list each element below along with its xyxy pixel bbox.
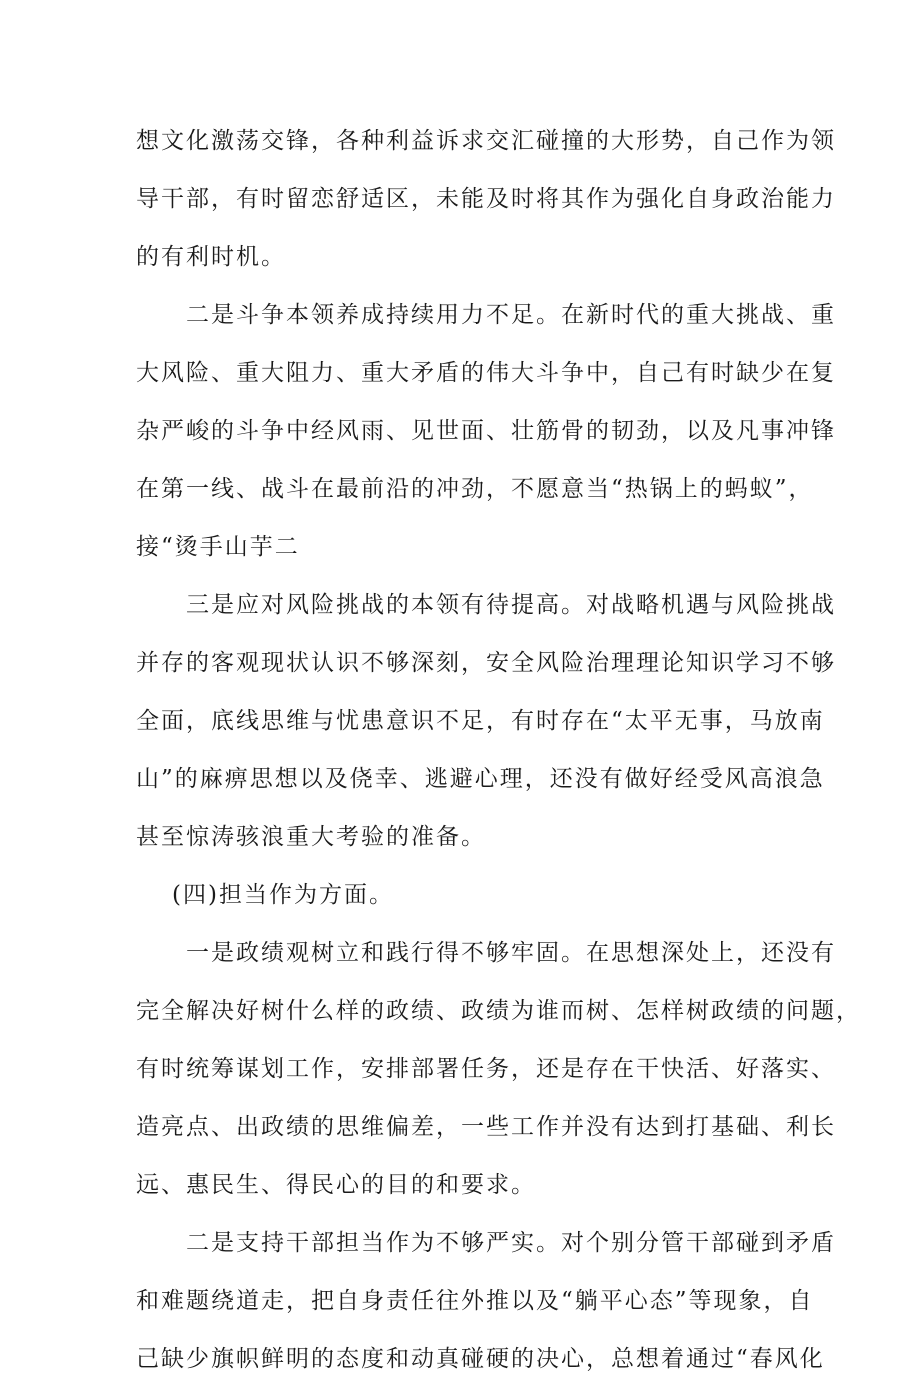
text-line: 和难题绕道走，把自身责任往外推以及“躺平心态”等现象，自 xyxy=(136,1288,814,1314)
paragraph-first-line: 一是政绩观树立和践行得不够牢固。在思想深处上，还没有 xyxy=(186,940,836,966)
section-heading: (四)担当作为方面。 xyxy=(172,882,394,908)
document-body xyxy=(136,112,861,1388)
text-line: 山”的麻痹思想以及侥幸、逃避心理，还没有做好经受风高浪急 xyxy=(136,766,825,792)
text-line: 接“烫手山芋二 xyxy=(136,534,300,560)
text-line: 完全解决好树什么样的政绩、政绩为谁而树、怎样树政绩的问题， xyxy=(136,998,861,1024)
text-line: 大风险、重大阻力、重大矛盾的伟大斗争中，自己有时缺少在复 xyxy=(136,360,836,386)
paragraph-first-line: 二是斗争本领养成持续用力不足。在新时代的重大挑战、重 xyxy=(186,302,836,328)
text-line: 全面，底线思维与忧患意识不足，有时存在“太平无事，马放南 xyxy=(136,708,825,734)
text-line: 并存的客观现状认识不够深刻，安全风险治理理论知识学习不够 xyxy=(136,650,836,676)
text-line: 有时统筹谋划工作，安排部署任务，还是存在干快活、好落实、 xyxy=(136,1056,836,1082)
paragraph-first-line: 三是应对风险挑战的本领有待提高。对战略机遇与风险挑战 xyxy=(186,592,836,618)
text-line: 己缺少旗帜鲜明的态度和动真碰硬的决心，总想着通过“春风化 xyxy=(136,1346,825,1372)
text-line: 在第一线、战斗在最前沿的冲劲，不愿意当“热锅上的蚂蚁”， xyxy=(136,476,814,502)
paragraph-first-line: 二是支持干部担当作为不够严实。对个别分管干部碰到矛盾 xyxy=(186,1230,836,1256)
text-line: 远、惠民生、得民心的目的和要求。 xyxy=(136,1172,536,1198)
text-line: 的有利时机。 xyxy=(136,244,286,270)
text-line: 想文化激荡交锋，各种利益诉求交汇碰撞的大形势，自己作为领 xyxy=(136,128,836,154)
text-line: 杂严峻的斗争中经风雨、见世面、壮筋骨的韧劲，以及凡事冲锋 xyxy=(136,418,836,444)
text-line: 甚至惊涛骇浪重大考验的准备。 xyxy=(136,824,486,850)
text-line: 导干部，有时留恋舒适区，未能及时将其作为强化自身政治能力 xyxy=(136,186,836,212)
text-line: 造亮点、出政绩的思维偏差，一些工作并没有达到打基础、利长 xyxy=(136,1114,836,1140)
